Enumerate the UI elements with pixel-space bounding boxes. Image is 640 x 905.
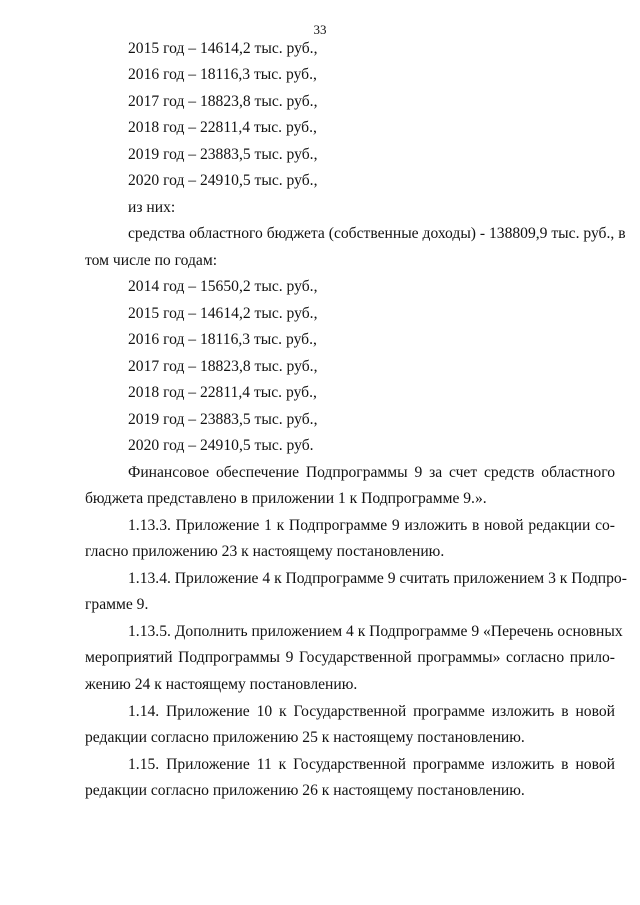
text-line: Финансовое обеспечение Подпрограммы 9 за счет средств областного — [128, 464, 615, 481]
text-line: том числе по годам: — [85, 252, 218, 269]
text-line: редакции согласно приложению 26 к настоящему постановлению. — [85, 782, 525, 799]
text-line: гласно приложению 23 к настоящему постановлению. — [85, 543, 445, 560]
text-line: бюджета представлено в приложении 1 к Подпрограмме 9.». — [85, 490, 487, 507]
text-line: 2018 год – 22811,4 тыс. руб., — [128, 119, 317, 136]
text-line: 2016 год – 18116,3 тыс. руб., — [128, 331, 317, 348]
text-line: 2020 год – 24910,5 тыс. руб., — [128, 172, 318, 189]
text-line: мероприятий Подпрограммы 9 Государственной программы» согласно прило- — [85, 649, 615, 666]
text-line: 2014 год – 15650,2 тыс. руб., — [128, 278, 318, 295]
text-line: 2019 год – 23883,5 тыс. руб., — [128, 411, 318, 428]
text-line: 2015 год – 14614,2 тыс. руб., — [128, 305, 318, 322]
text-line: 1.13.3. Приложение 1 к Подпрограмме 9 изложить в новой редакции со- — [128, 517, 615, 534]
text-line: 1.15. Приложение 11 к Государственной программе изложить в новой — [128, 756, 615, 773]
text-line: 1.13.4. Приложение 4 к Подпрограмме 9 считать приложением 3 к Подпро- — [128, 570, 627, 587]
text-line: жению 24 к настоящему постановлению. — [85, 676, 358, 693]
text-line: 1.13.5. Дополнить приложением 4 к Подпрограмме 9 «Перечень основных — [128, 623, 623, 640]
text-line: 2019 год – 23883,5 тыс. руб., — [128, 146, 318, 163]
text-line: 2015 год – 14614,2 тыс. руб., — [128, 40, 318, 57]
text-line: из них: — [128, 199, 176, 216]
text-line: 2018 год – 22811,4 тыс. руб., — [128, 384, 317, 401]
text-line: средства областного бюджета (собственные доходы) - 138809,9 тыс. руб., в — [128, 225, 626, 242]
text-line: 2017 год – 18823,8 тыс. руб., — [128, 358, 318, 375]
text-line: грамме 9. — [85, 596, 149, 613]
text-line: 1.14. Приложение 10 к Государственной программе изложить в новой — [128, 703, 615, 720]
text-line: 2020 год – 24910,5 тыс. руб. — [128, 437, 314, 454]
page-number: 33 — [313, 22, 327, 37]
text-line: редакции согласно приложению 25 к настоящему постановлению. — [85, 729, 525, 746]
text-line: 2016 год – 18116,3 тыс. руб., — [128, 66, 317, 83]
text-line: 2017 год – 18823,8 тыс. руб., — [128, 93, 318, 110]
